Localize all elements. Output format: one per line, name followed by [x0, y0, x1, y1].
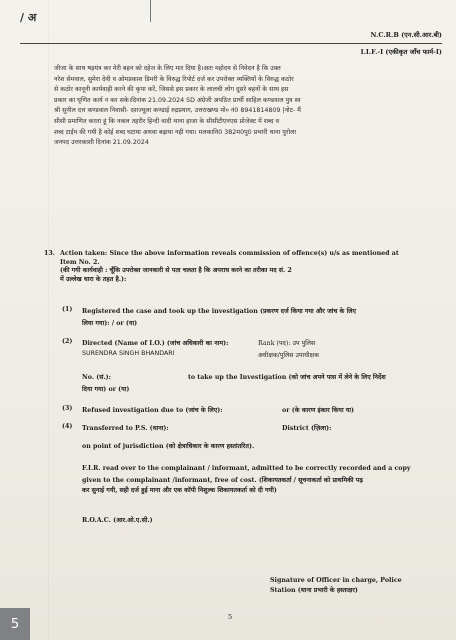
item-1-number: (1) — [62, 306, 73, 313]
item-4-number: (4) — [62, 423, 73, 430]
action-taken-en: Item No. 2. — [60, 258, 100, 266]
rank-value: अधीक्षक/पुलिस उपाधीक्षक — [258, 352, 320, 359]
signature-line: Signature of Officer in charge, Police — [270, 577, 402, 584]
item-1-text: Registered the case and took up the investigation (प्रकरण दर्ज किया गया और जांच के लिए — [82, 308, 356, 315]
corner-mark: / अ — [20, 11, 37, 24]
complaint-text — [54, 64, 400, 149]
form-id: I.I.F.-I (एकीकृत जाँच फार्म-I) — [360, 48, 442, 56]
io-name: SURENDRA SINGH BHANDARI — [82, 350, 175, 357]
refused-or: or (के कारण इंकार किया या) — [282, 407, 355, 414]
section-number: 13. — [44, 250, 55, 257]
item-3-number: (3) — [62, 405, 73, 412]
viewer-page-badge[interactable]: 5 — [0, 608, 30, 640]
scan-mark — [150, 0, 151, 22]
take-up-text-cont: दिया गया) or (या) — [82, 386, 130, 393]
signature-block — [270, 576, 420, 595]
refused-label: Refused investigation due to (जांच के लिए): — [82, 407, 223, 414]
scan-fold-line — [48, 0, 49, 640]
item-2-number: (2) — [62, 338, 73, 345]
header-rule — [20, 43, 442, 44]
complaint-line: से कठोर कानूनी कार्यवाही करने की कृपा करें, जिससे इस प्रकार के लालची लोग दूसरे बहनों के साथ इस — [54, 86, 289, 94]
signature-line: Station (थाना प्रभारी के हस्ताक्षर) — [270, 586, 358, 594]
district-label: District (ज़िला): — [282, 425, 332, 432]
roac-label: R.O.A.C. (आर.ओ.ए.सी.) — [82, 517, 153, 524]
fir-text: F.I.R. read over to the complainant / informant, admitted to be correctly recorded and a copy — [82, 465, 411, 472]
rank-label: Rank (पद): उप पुलिस — [258, 340, 316, 347]
complaint-line: प्रकार का घृणित कार्य न कर सके।दिनांक 21.09.2024 SD अंग्रेजी अपठित प्रार्थी साहिल कण्डवाल पुत्र स्व — [54, 96, 301, 104]
fir-text: कर सुनाई गयी, सही दर्ज हुई माना और एक कॉपी निशुल्क शिकायतकर्ता को दी गयी) — [82, 487, 277, 494]
complaint-line: शब्द टाईप की गयी है कोई शब्द घटाया अथवा बढ़ाया नही गया। मलकानि0 382म0पु0 प्रभारी थाना पुरोला — [54, 128, 296, 136]
fir-text: given to the complainant /informant, free of cost. (शिकायतकर्ता / सूचनाकर्ता को प्राथमिकी पढ़ — [82, 477, 363, 484]
no-label: No. (सं.): — [82, 374, 111, 381]
complaint-line: जनपद उत्तरकाशी दिनांक 21.09.2024 — [54, 139, 149, 147]
complaint-line: श्री सुनील दत्त कण्डवाल निवासी- दशज्यूला कण्डाई रुद्रप्रयाग, उत्तराखण्ड मो० नं0 8941814809 |नोट- मैं — [54, 107, 301, 115]
complaint-line: जीजा के साथ षड़यंत्र कर मेरी बहन को दहेज के लिए मार दिया है।अतः महोदय से निवेदन है कि उक्त — [54, 65, 281, 72]
action-taken-en: Action taken: Since the above information reveals commission of offence(s) u/s as mentioned at — [60, 250, 399, 257]
transferred-label: Transferred to P.S. (थाना): — [82, 425, 169, 432]
take-up-text: to take up the Investigation (को जांच अपने पास में लेने के लिए निर्देश — [188, 374, 386, 381]
action-taken-hi: में उल्लेख धारा के तहत है.): — [60, 275, 127, 283]
item-1-text-cont: लिया गया): / or (या) — [82, 320, 138, 327]
page-number: 5 — [228, 613, 233, 621]
complaint-line: नरेश सेमवाल, सुमेरा देवी व ओमप्रकाश डिमरी के विरुद्ध रिपोर्ट दर्ज कर उपरोक्त व्यक्तियों के विरुद्ध कठोर — [54, 75, 294, 83]
complaint-line: सीसी प्रमाणित करता हूं कि नकल तहरीर हिन्दी वादी थाना हाजा के सीसीटीएनएस प्रोजेक्ट में शब्द व — [54, 117, 279, 125]
ncrb-header: N.C.R.B (एन.सी.आर.बी) — [370, 31, 442, 39]
jurisdiction-text: on point of jurisdiction (को क्षेत्राधिकार के कारण हस्तांतरित). — [82, 443, 255, 450]
directed-label: Directed (Name of I.O.) (जांच अधिकारी का नाम): — [82, 340, 229, 347]
action-taken-hi: (की गयी कार्यवाही : चूँकि उपरोक्त जानकारी से पता चलता है कि अपराध करने का तरीका मद सं. 2 — [60, 267, 292, 275]
